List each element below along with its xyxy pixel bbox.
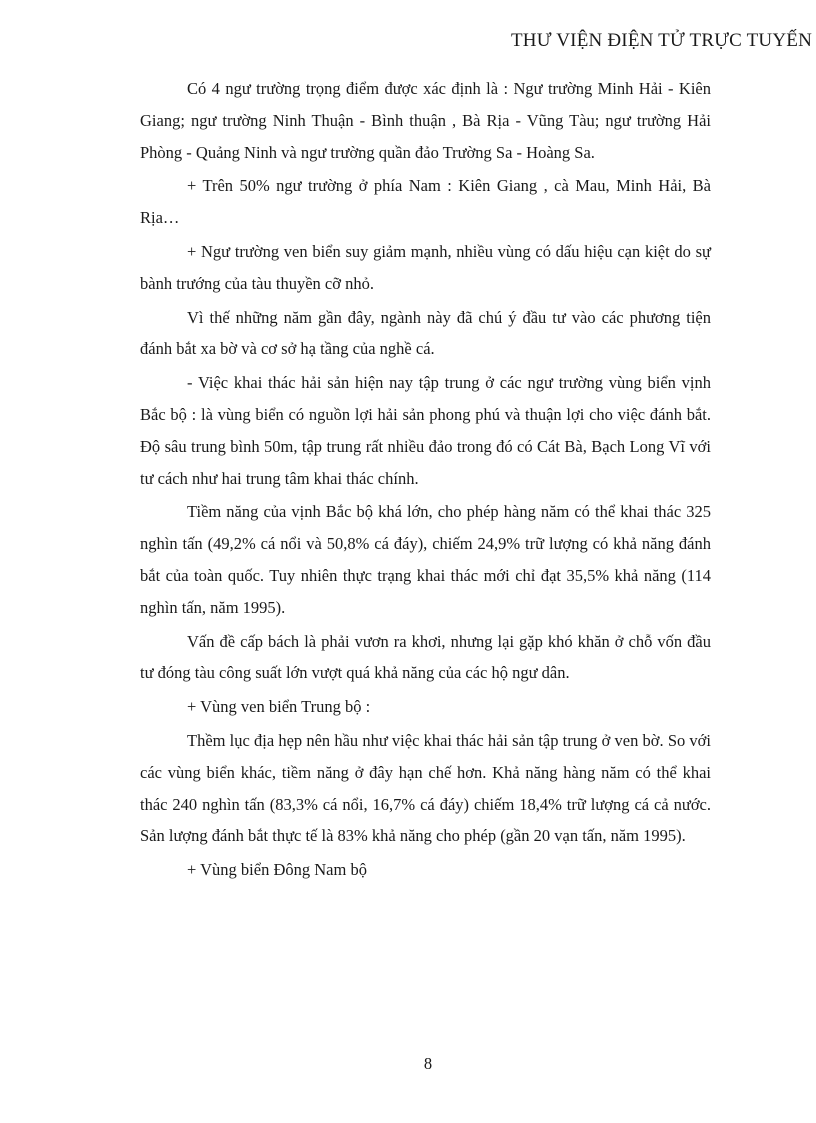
paragraph: Có 4 ngư trường trọng điểm được xác định là : Ngư trường Minh Hải - Kiên Giang; ngư trường Ninh Thuận - Bình thuận , Bà Rịa - Vũng Tàu; ngư trường Hải Phòng - Quảng Ninh và ngư trường quần đảo Trường Sa - Hoàng Sa. xyxy=(140,79,711,162)
paragraph: Tiềm năng của vịnh Bắc bộ khá lớn, cho phép hàng năm có thể khai thác 325 nghìn tấn (49,2% cá nổi và 50,8% cá đáy), chiếm 24,9% trữ lượng có khả năng đánh bắt của toàn quốc. Tuy nhiên thực trạng khai thác mới chỉ đạt 35,5% khả năng (114 nghìn tấn, năm 1995). xyxy=(140,502,711,617)
paragraph: + Vùng biển Đông Nam bộ xyxy=(187,860,367,880)
paragraph: + Trên 50% ngư trường ở phía Nam : Kiên Giang , cà Mau, Minh Hải, Bà Rịa… xyxy=(140,176,711,228)
paragraph: + Ngư trường ven biển suy giảm mạnh, nhiều vùng có dấu hiệu cạn kiệt do sự bành trướng của tàu thuyền cỡ nhỏ. xyxy=(140,241,711,293)
paragraph: Thềm lục địa hẹp nên hầu như việc khai thác hải sản tập trung ở ven bờ. So với các vùng biển khác, tiềm năng ở đây hạn chế hơn. Khả năng hàng năm có thể khai thác 240 nghìn tấn (83,3% cá nổi, 16,7% cá đáy) chiếm 18,4% trữ lượng cá cả nước. Sản lượng đánh bắt thực tế là 83% khả năng cho phép (gần 20 vạn tấn, năm 1995). xyxy=(140,730,711,846)
paragraph: - Việc khai thác hải sản hiện nay tập trung ở các ngư trường vùng biển vịnh Bắc bộ : là vùng biển có nguồn lợi hải sản phong phú và thuận lợi cho việc đánh bắt. Độ sâu trung bình 50m, tập trung rất nhiều đảo trong đó có Cát Bà, Bạch Long Vĩ với tư cách như hai trung tâm khai thác chính. xyxy=(140,373,711,488)
paragraph: + Vùng ven biển Trung bộ : xyxy=(187,697,371,717)
document-body xyxy=(140,73,711,888)
page-number: 8 xyxy=(423,1054,433,1073)
page-header: THƯ VIỆN ĐIỆN TỬ TRỰC TUYẾN xyxy=(510,30,812,51)
paragraph: Vì thế những năm gần đây, ngành này đã chú ý đầu tư vào các phương tiện đánh bắt xa bờ và cơ sở hạ tầng của nghề cá. xyxy=(140,307,711,359)
paragraph: Vấn đề cấp bách là phải vươn ra khơi, nhưng lại gặp khó khăn ở chỗ vốn đầu tư đóng tàu công suất lớn vượt quá khả năng của các hộ ngư dân. xyxy=(140,631,711,683)
